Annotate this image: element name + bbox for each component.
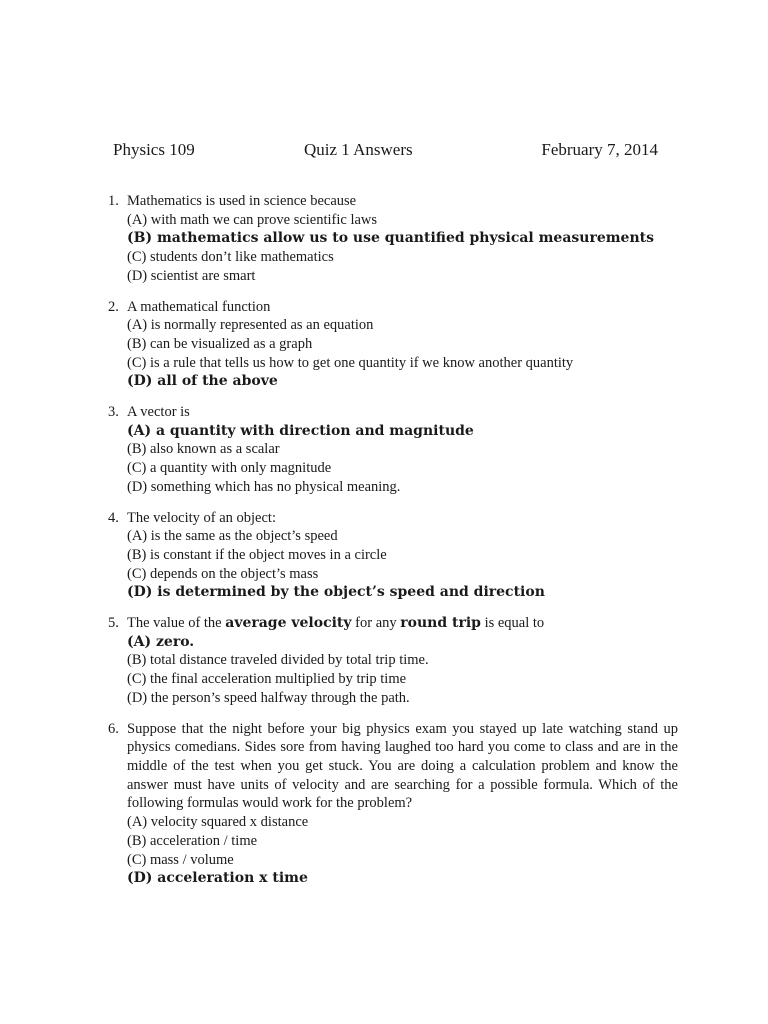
question-number: 4.: [108, 509, 119, 526]
option-b: (B) also known as a scalar: [127, 441, 280, 458]
stem-emphasis-round-trip: round trip: [400, 615, 481, 632]
question-stem: A mathematical function: [127, 298, 271, 315]
option-c: (C) students don’t like mathematics: [127, 249, 334, 266]
option-d: (D) scientist are smart: [127, 267, 256, 284]
option-c: (C) a quantity with only magnitude: [127, 460, 332, 477]
option-a-correct: (A) a quantity with direction and magnitude: [127, 422, 474, 439]
question-stem: A vector is: [127, 404, 190, 421]
option-d-correct: (D) all of the above: [127, 373, 278, 390]
option-d-correct: (D) acceleration x time: [127, 870, 308, 887]
option-c: (C) depends on the object’s mass: [127, 565, 319, 582]
question-stem: Mathematics is used in science because: [127, 193, 357, 209]
stem-text: The value of the: [127, 615, 226, 632]
question-3: [108, 403, 678, 497]
question-5: [108, 614, 678, 708]
question-stem: [127, 614, 678, 633]
option-a: (A) with math we can prove scientific laws: [127, 211, 378, 228]
stem-emphasis-average-velocity: average velocity: [225, 615, 352, 632]
question-6: [108, 720, 678, 888]
option-c: (C) the final acceleration multiplied by trip time: [127, 671, 407, 688]
question-2: [108, 298, 678, 392]
option-b: (B) acceleration / time: [127, 832, 258, 849]
question-stem: The velocity of an object:: [127, 509, 276, 526]
question-number: 2.: [108, 298, 119, 315]
option-b-correct: (B) mathematics allow us to use quantified physical measurements: [127, 230, 654, 247]
option-b: (B) is constant if the object moves in a circle: [127, 546, 387, 563]
question-1: [108, 192, 678, 286]
course-name: Physics 109: [113, 140, 195, 159]
option-b: (B) can be visualized as a graph: [127, 335, 313, 352]
question-4: [108, 509, 678, 603]
question-stem: Suppose that the night before your big physics exam you stayed up late watching stand up physics comedians. Sides sore from having laughed too hard you come to class and are in the middle of the test when you get stuck. You are doing a calculation problem and know the answer must have units of velocity and are searching for a possible formula. Which of the following formulas would work for the problem?: [127, 720, 678, 812]
question-number: 5.: [108, 615, 119, 632]
option-c: (C) is a rule that tells us how to get one quantity if we know another quantity: [127, 354, 574, 371]
document-title: Quiz 1 Answers: [304, 140, 413, 159]
option-d: (D) something which has no physical meaning.: [127, 478, 401, 495]
option-a: (A) is normally represented as an equation: [127, 317, 374, 334]
stem-text: for any: [351, 615, 401, 632]
option-c: (C) mass / volume: [127, 851, 234, 868]
option-a-correct: (A) zero.: [127, 633, 195, 650]
question-number: 6.: [108, 720, 119, 737]
stem-text: is equal to: [480, 615, 545, 632]
question-list: [108, 192, 678, 900]
question-number: 3.: [108, 404, 119, 421]
option-b: (B) total distance traveled divided by total trip time.: [127, 652, 429, 669]
option-a: (A) velocity squared x distance: [127, 814, 309, 831]
option-d-correct: (D) is determined by the object’s speed and direction: [127, 584, 545, 601]
question-number: 1.: [108, 193, 119, 209]
option-a: (A) is the same as the object’s speed: [127, 528, 338, 545]
option-d: (D) the person’s speed halfway through the path.: [127, 689, 410, 706]
document-date: February 7, 2014: [541, 140, 658, 159]
document-header: [113, 140, 658, 164]
